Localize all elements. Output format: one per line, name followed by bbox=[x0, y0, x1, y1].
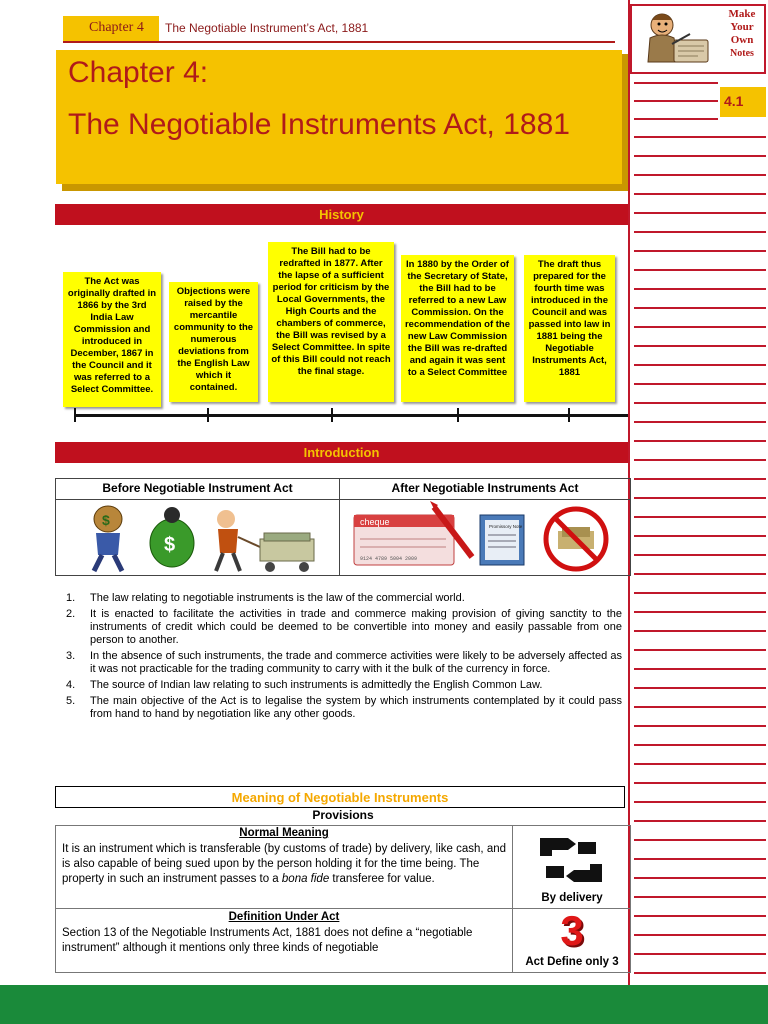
note-line bbox=[634, 440, 766, 442]
note-line bbox=[634, 212, 766, 214]
three-kinds-number: 3 bbox=[560, 907, 584, 954]
note-line bbox=[634, 497, 766, 499]
timeline-tick bbox=[331, 408, 333, 422]
note-line bbox=[634, 307, 766, 309]
note-line bbox=[634, 174, 766, 176]
note-line bbox=[634, 706, 766, 708]
by-delivery-caption: By delivery bbox=[541, 892, 603, 904]
note-line bbox=[634, 516, 766, 518]
note-line bbox=[634, 611, 766, 613]
note-line bbox=[634, 535, 766, 537]
note-line bbox=[634, 478, 766, 480]
note-line bbox=[634, 972, 766, 974]
page-title-line1: Chapter 4: bbox=[68, 56, 209, 89]
timeline-axis bbox=[74, 414, 628, 417]
page-number-badge bbox=[720, 87, 766, 117]
note-line bbox=[634, 421, 766, 423]
svg-text:$: $ bbox=[164, 534, 176, 556]
writer-cartoon-icon bbox=[638, 10, 716, 70]
meaning-heading: Meaning of Negotiable Instruments bbox=[231, 790, 449, 805]
note-line bbox=[634, 573, 766, 575]
act-define-caption: Act Define only 3 bbox=[525, 956, 619, 968]
note-line bbox=[634, 953, 766, 955]
chapter-header-title: The Negotiable Instrument’s Act, 1881 bbox=[165, 21, 369, 35]
list-item: 5. The main objective of the Act is to legalise the system by which instruments contemplated by it could pass from hand to hand by negotiation like any other goods. bbox=[66, 695, 622, 720]
timeline-event-objections: Objections were raised by the mercantile community to the numerous deviations from the English Law which it contained. bbox=[169, 282, 258, 402]
svg-text:9124 4789 5004 2009: 9124 4789 5004 2009 bbox=[360, 556, 418, 562]
before-act-header: Before Negotiable Instrument Act bbox=[56, 479, 339, 500]
before-after-table bbox=[55, 478, 631, 576]
note-line bbox=[634, 687, 766, 689]
note-line bbox=[634, 630, 766, 632]
make-your-own-notes-box bbox=[630, 4, 766, 74]
normal-meaning-text: It is an instrument which is transferable (by customs of trade) by delivery, like cash, and is also capable of being sued upon by the person holding it for the time being. The property in such an instrument passes to a bona fide transferee for value. bbox=[62, 843, 507, 885]
note-line bbox=[634, 763, 766, 765]
cheque-and-notes-illustration bbox=[350, 501, 628, 575]
note-line bbox=[634, 250, 766, 252]
note-line bbox=[634, 915, 766, 917]
svg-text:$: $ bbox=[102, 512, 110, 528]
note-line bbox=[634, 744, 766, 746]
list-item: 1. The law relating to negotiable instruments is the law of the commercial world. bbox=[66, 592, 465, 604]
note-line bbox=[634, 554, 766, 556]
timeline-event-1877: The Bill had to be redrafted in 1877. After the lapse of a sufficient period for criticism by the Local Governments, the High Courts and the chambers of commerce, the Bill was revised by a Select Committee. In spite of this Bill could not reach the final stage. bbox=[268, 242, 394, 402]
note-line bbox=[634, 877, 766, 879]
note-line bbox=[634, 269, 766, 271]
timeline-event-1881: The draft thus prepared for the fourth time was introduced in the Council and was passed into law in 1881 being the Negotiable Instruments Act, 1881 bbox=[524, 255, 615, 402]
note-line bbox=[634, 345, 766, 347]
note-line bbox=[634, 459, 766, 461]
meaning-heading-box bbox=[55, 786, 625, 808]
note-line bbox=[634, 649, 766, 651]
history-heading: History bbox=[55, 204, 628, 225]
note-line bbox=[634, 82, 718, 84]
note-line bbox=[634, 288, 766, 290]
timeline-tick bbox=[457, 408, 459, 422]
timeline-event-1880: In 1880 by the Order of the Secretary of State, the Bill had to be referred to a new Law Commission. On the recommendation of the new Law Commission the Bill was re-drafted and again it was sent to a Select Committee bbox=[401, 255, 514, 402]
note-line bbox=[634, 896, 766, 898]
note-line bbox=[634, 782, 766, 784]
note-line bbox=[634, 364, 766, 366]
handshake-delivery-icon bbox=[538, 832, 604, 888]
introduction-points bbox=[60, 592, 622, 724]
footer-bar bbox=[0, 985, 768, 1024]
note-line bbox=[634, 801, 766, 803]
normal-meaning-heading: Normal Meaning bbox=[239, 827, 329, 839]
after-act-header: After Negotiable Instruments Act bbox=[340, 479, 630, 500]
note-line bbox=[634, 100, 718, 102]
note-line bbox=[634, 326, 766, 328]
chapter-header bbox=[63, 16, 615, 42]
list-item: 2. It is enacted to facilitate the activities in trade and commerce making provision of giving sanctity to the instruments of credit which could be deemed to be convertible into money and easily passable from one person to another. bbox=[66, 608, 622, 646]
note-line bbox=[634, 725, 766, 727]
svg-text:Promissory Note: Promissory Note bbox=[489, 524, 523, 529]
note-line bbox=[634, 383, 766, 385]
note-line bbox=[634, 820, 766, 822]
page-number: 4.1 bbox=[724, 93, 744, 109]
carrying-money-illustration bbox=[78, 501, 328, 575]
note-line bbox=[634, 858, 766, 860]
note-line bbox=[634, 402, 766, 404]
make-notes-text: Make Your Own Notes bbox=[728, 8, 756, 59]
chapter-label: Chapter 4 bbox=[89, 20, 144, 35]
note-line bbox=[634, 118, 718, 120]
note-line bbox=[634, 839, 766, 841]
note-line bbox=[634, 668, 766, 670]
header-rule bbox=[63, 41, 615, 43]
note-line bbox=[634, 136, 766, 138]
timeline-tick bbox=[74, 408, 76, 422]
note-line bbox=[634, 193, 766, 195]
introduction-heading: Introduction bbox=[55, 442, 628, 463]
svg-text:cheque: cheque bbox=[360, 517, 390, 527]
timeline-tick bbox=[568, 408, 570, 422]
note-line bbox=[634, 592, 766, 594]
meaning-table bbox=[55, 825, 631, 973]
provisions-label: Provisions bbox=[312, 808, 374, 822]
note-line bbox=[634, 934, 766, 936]
definition-heading: Definition Under Act bbox=[228, 911, 340, 923]
note-line bbox=[634, 231, 766, 233]
title-box bbox=[56, 50, 622, 184]
list-item: 4. The source of Indian law relating to such instruments is admittedly the English Common Law. bbox=[66, 679, 543, 691]
note-line bbox=[634, 155, 766, 157]
timeline-tick bbox=[207, 408, 209, 422]
timeline-event-1866: The Act was originally drafted in 1866 by the 3rd India Law Commission and introduced in December, 1867 in the Council and it was referred to a Select Committee. bbox=[63, 272, 161, 407]
list-item: 3. In the absence of such instruments, the trade and commerce activities were likely to be adversely affected as it was not practicable for the trading community to carry with it the bulk of the currency in force. bbox=[66, 650, 622, 675]
page-title-line2: The Negotiable Instruments Act, 1881 bbox=[68, 108, 570, 141]
definition-text: Section 13 of the Negotiable Instruments Act, 1881 does not define a “negotiable instrument” although it mentions only three kinds of negotiable bbox=[62, 927, 473, 954]
